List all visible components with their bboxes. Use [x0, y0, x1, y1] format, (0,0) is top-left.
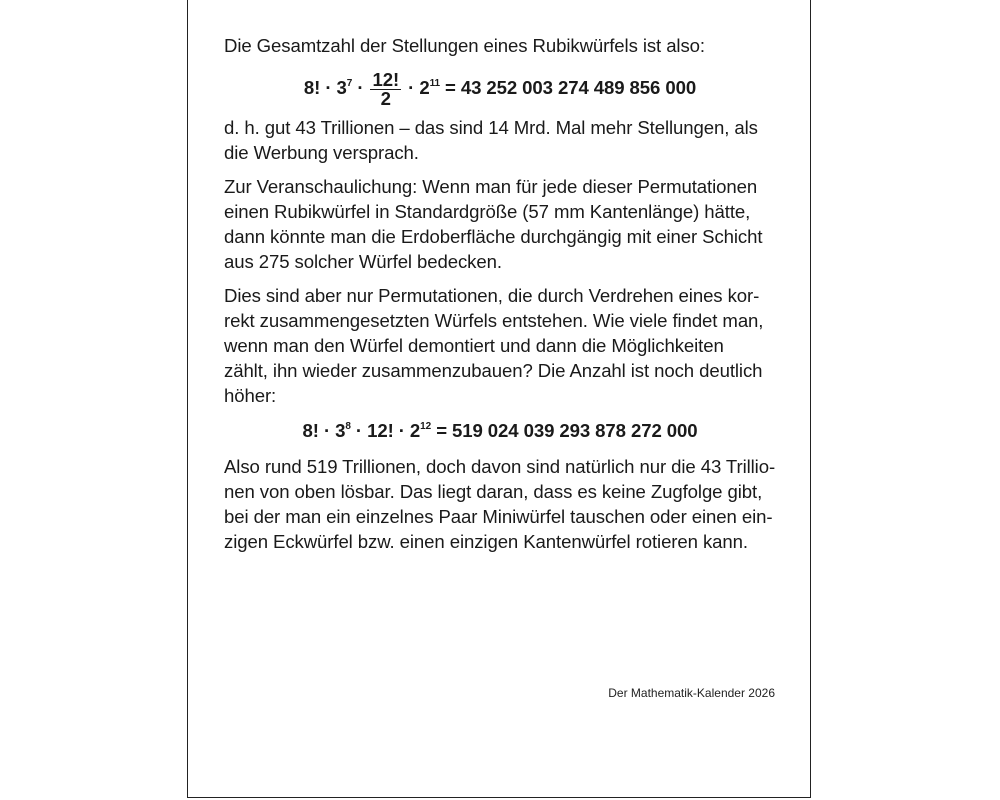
- formula-term: $3^8$: [335, 420, 351, 441]
- formula-operator: ·: [398, 420, 405, 441]
- text-line: zählt, ihn wieder zusammenzubauen? Die Anzahl ist noch deutlich: [224, 360, 763, 381]
- text-line: zigen Eckwürfel bzw. einen einzigen Kantenwürfel rotieren kann.: [224, 531, 748, 552]
- formula-result: = 519 024 039 293 878 272 000: [436, 420, 698, 441]
- paragraph-conclusion: [224, 454, 776, 554]
- page-content: [224, 33, 776, 563]
- paragraph-disassembly: [224, 283, 776, 408]
- text-line: die Werbung versprach.: [224, 142, 419, 163]
- text-line: Dies sind aber nur Permutationen, die durch Verdrehen eines kor-: [224, 285, 760, 306]
- fraction-denominator: 2: [380, 87, 391, 109]
- formula-operator: ·: [357, 77, 364, 98]
- text-line: höher:: [224, 385, 277, 406]
- calendar-page: [187, 0, 811, 798]
- formula-operator: ·: [355, 420, 363, 441]
- formula-all-assemblies: [224, 414, 776, 448]
- formula-exponent: 7: [346, 78, 353, 89]
- formula-term: $3^7$: [336, 77, 353, 98]
- formula-fraction: [370, 68, 401, 109]
- formula-exponent: 11: [429, 78, 440, 89]
- formula-operator: ·: [323, 420, 331, 441]
- formula-term: 8!: [303, 77, 321, 98]
- formula-result: = 43 252 003 274 489 856 000: [445, 77, 697, 98]
- text-line: wenn man den Würfel demontiert und dann die Möglichkeiten: [224, 335, 724, 356]
- text-line: dann könnte man die Erdoberfläche durchgängig mit einer Schicht: [224, 226, 763, 247]
- text-line: nen von oben lösbar. Das liegt daran, dass es keine Zugfolge gibt,: [224, 481, 763, 502]
- text-line: Die Gesamtzahl der Stellungen eines Rubikwürfels ist also:: [224, 35, 705, 56]
- text-line: Zur Veranschaulichung: Wenn man für jede dieser Permutationen: [224, 176, 758, 197]
- intro-paragraph: [224, 33, 776, 58]
- formula-total-positions: [224, 67, 776, 109]
- paragraph-illustration: [224, 174, 776, 274]
- fraction-numerator: 12!: [372, 68, 400, 90]
- text-line: rekt zusammengesetzten Würfels entstehen. Wie viele findet man,: [224, 310, 764, 331]
- text-line: bei der man ein einzelnes Paar Miniwürfel tauschen oder einen ein-: [224, 506, 773, 527]
- formula-operator: ·: [325, 77, 332, 98]
- paragraph-comparison: [224, 115, 776, 165]
- formula-operator: ·: [408, 77, 415, 98]
- text-line: d. h. gut 43 Trillionen – das sind 14 Mrd. Mal mehr Stellungen, als: [224, 117, 758, 138]
- text-line: aus 275 solcher Würfel bedecken.: [224, 251, 502, 272]
- formula-term: 8!: [302, 420, 319, 441]
- formula-term: 12!: [367, 420, 394, 441]
- formula-exponent: 12: [420, 421, 432, 432]
- text-line: einen Rubikwürfel in Standardgröße (57 mm Kantenlänge) hätte,: [224, 201, 751, 222]
- formula-term: $2^{12}$: [409, 420, 432, 441]
- formula-term: $2^{11}$: [419, 77, 440, 98]
- page-footer: Der Mathematik-Kalender 2026: [608, 686, 775, 700]
- text-line: Also rund 519 Trillionen, doch davon sind natürlich nur die 43 Trillio-: [224, 456, 776, 477]
- formula-exponent: 8: [345, 421, 351, 432]
